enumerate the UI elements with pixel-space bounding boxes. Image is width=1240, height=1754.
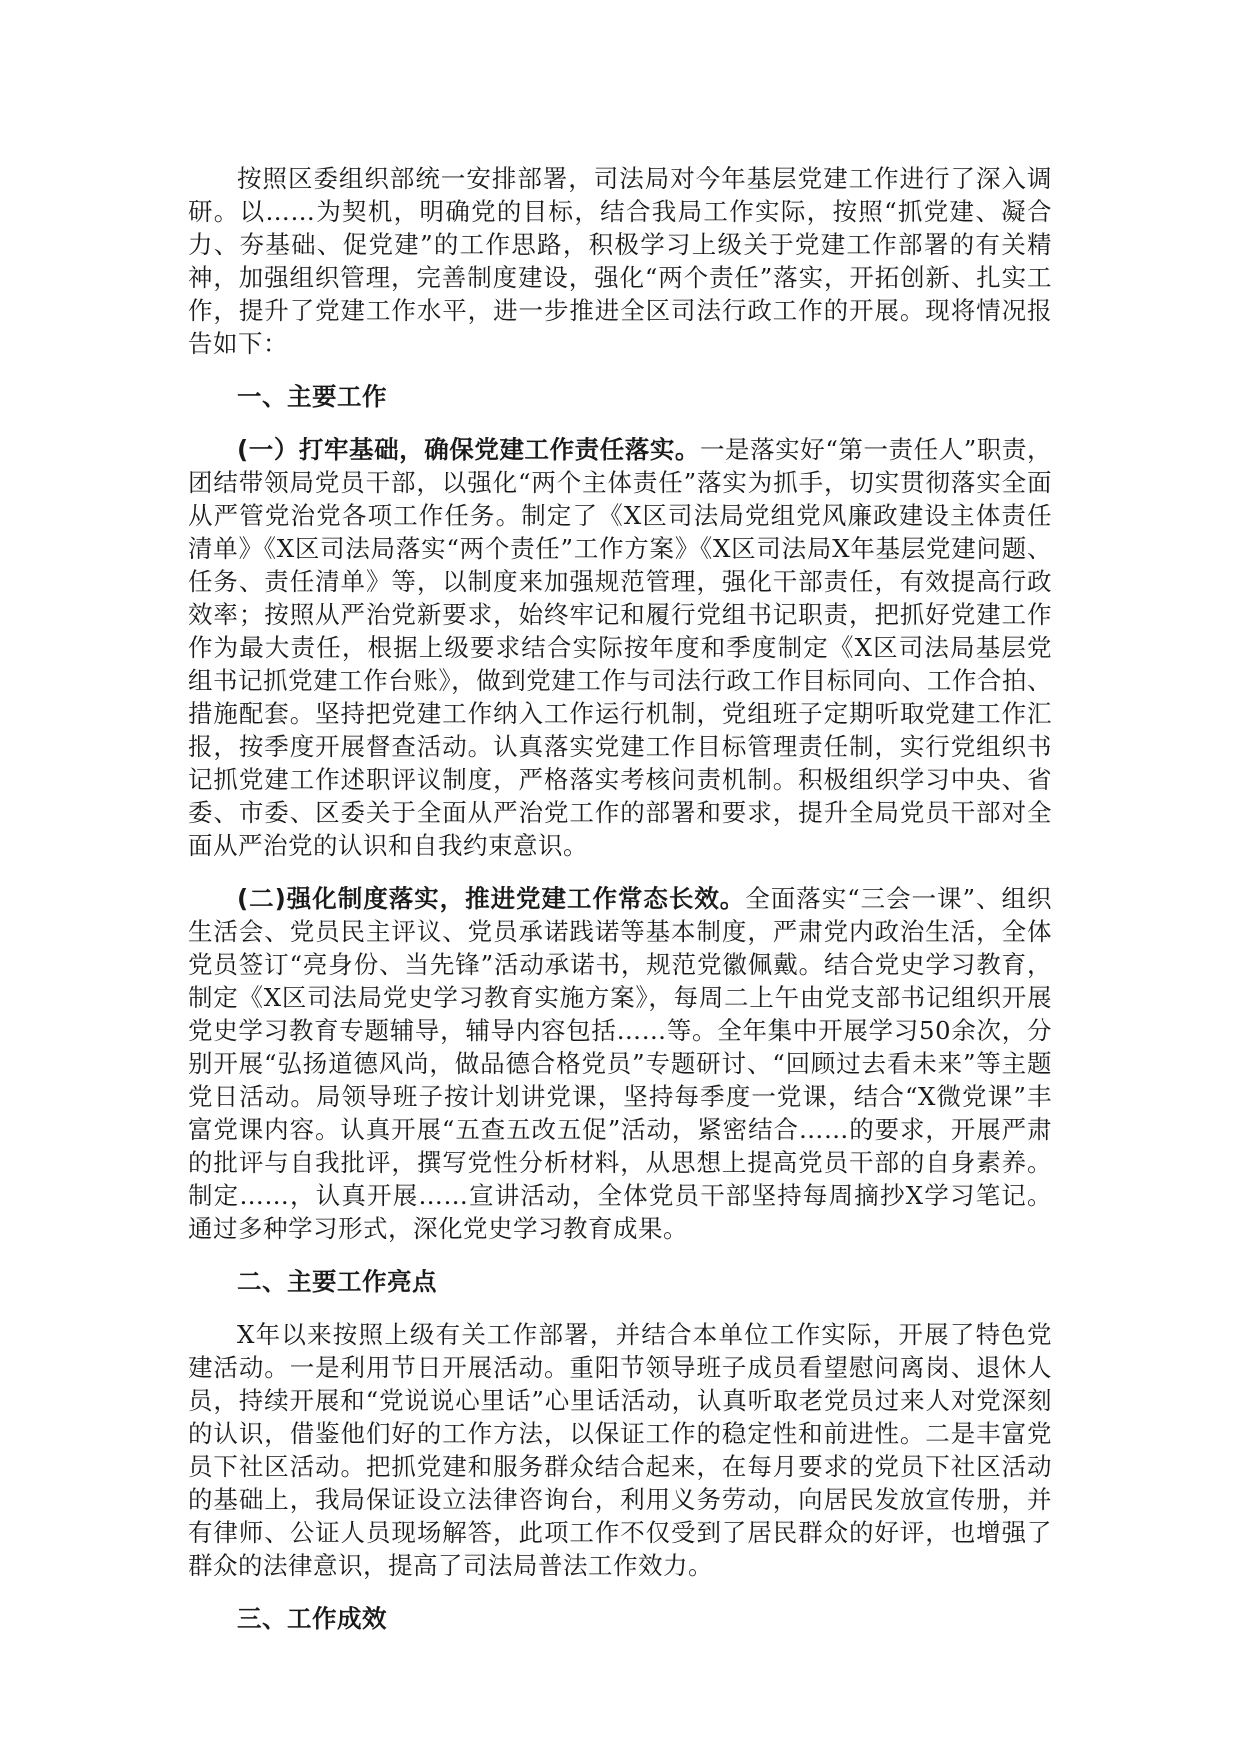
subsection-paragraph-foundation [188, 433, 1052, 862]
section-heading-results: 三、工作成效 [237, 1604, 387, 1633]
intro-paragraph: 按照区委组织部统一安排部署，司法局对今年基层党建工作进行了深入调研。以……为契机，明确党的目标，结合我局工作实际，按照“抓党建、凝合力、夯基础、促党建”的工作思路，积极学习上级关于党建工作部署的有关精神，加强组织管理，完善制度建设，强化“两个责任”落实，开拓创新、扎实工作，提升了党建工作水平，进一步推进全区司法行政工作的开展。现将情况报告如下： [188, 164, 1052, 358]
subsection-paragraph-system [188, 882, 1052, 1245]
subsection-text-foundation: 一是落实好“第一责任人”职责，团结带领局党员干部，以强化“两个主体责任”落实为抓手，切实贯彻落实全面从严管党治党各项工作任务。制定了《X区司法局党组党风廉政建设主体责任清单》《X区司法局落实“两个责任”工作方案》《X区司法局X年基层党建问题、任务、责任清单》等，以制度来加强规范管理，强化干部责任，有效提高行政效率；按照从严治党新要求，始终牢记和履行党组书记职责，把抓好党建工作作为最大责任，根据上级要求结合实际按年度和季度制定《X区司法局基层党组书记抓党建工作台账》，做到党建工作与司法行政工作目标同向、工作合拍、措施配套。坚持把党建工作纳入工作运行机制，党组班子定期听取党建工作汇报，按季度开展督查活动。认真落实党建工作目标管理责任制，实行党组织书记抓党建工作述职评议制度，严格落实考核问责机制。积极组织学习中央、省委、市委、区委关于全面从严治党工作的部署和要求，提升全局党员干部对全面从严治党的认识和自我约束意识。 [188, 435, 1052, 860]
subsection-lead-foundation: (一）打牢基础，确保党建工作责任落实。 [237, 435, 700, 464]
section-heading-highlights: 二、主要工作亮点 [237, 1267, 437, 1296]
subsection-lead-system: (二)强化制度落实，推进党建工作常态长效。 [237, 884, 746, 913]
section-heading-main-work: 一、主要工作 [237, 382, 387, 411]
highlights-paragraph: X年以来按照上级有关工作部署，并结合本单位工作实际，开展了特色党建活动。一是利用节日开展活动。重阳节领导班子成员看望慰问离岗、退休人员，持续开展和“党说说心里话”心里话活动，认真听取老党员过来人对党深刻的认识，借鉴他们好的工作方法，以保证工作的稳定性和前进性。二是丰富党员下社区活动。把抓党建和服务群众结合起来，在每月要求的党员下社区活动的基础上，我局保证设立法律咨询台，利用义务劳动，向居民发放宣传册，并有律师、公证人员现场解答，此项工作不仅受到了居民群众的好评，也增强了群众的法律意识，提高了司法局普法工作效力。 [188, 1320, 1052, 1580]
subsection-text-system: 全面落实“三会一课”、组织生活会、党员民主评议、党员承诺践诺等基本制度，严肃党内政治生活，全体党员签订“亮身份、当先锋”活动承诺书，规范党徽佩戴。结合党史学习教育，制定《X区司法局党史学习教育实施方案》，每周二上午由党支部书记组织开展党史学习教育专题辅导，辅导内容包括……等。全年集中开展学习50余次，分别开展“弘扬道德风尚，做品德合格党员”专题研讨、“回顾过去看未来”等主题党日活动。局领导班子按计划讲党课，坚持每季度一党课，结合“X微党课”丰富党课内容。认真开展“五查五改五促”活动，紧密结合……的要求，开展严肃的批评与自我批评，撰写党性分析材料，从思想上提高党员干部的自身素养。制定……，认真开展……宣讲活动，全体党员干部坚持每周摘抄X学习笔记。通过多种学习形式，深化党史学习教育成果。 [188, 884, 1052, 1243]
document-body [188, 162, 1052, 1655]
